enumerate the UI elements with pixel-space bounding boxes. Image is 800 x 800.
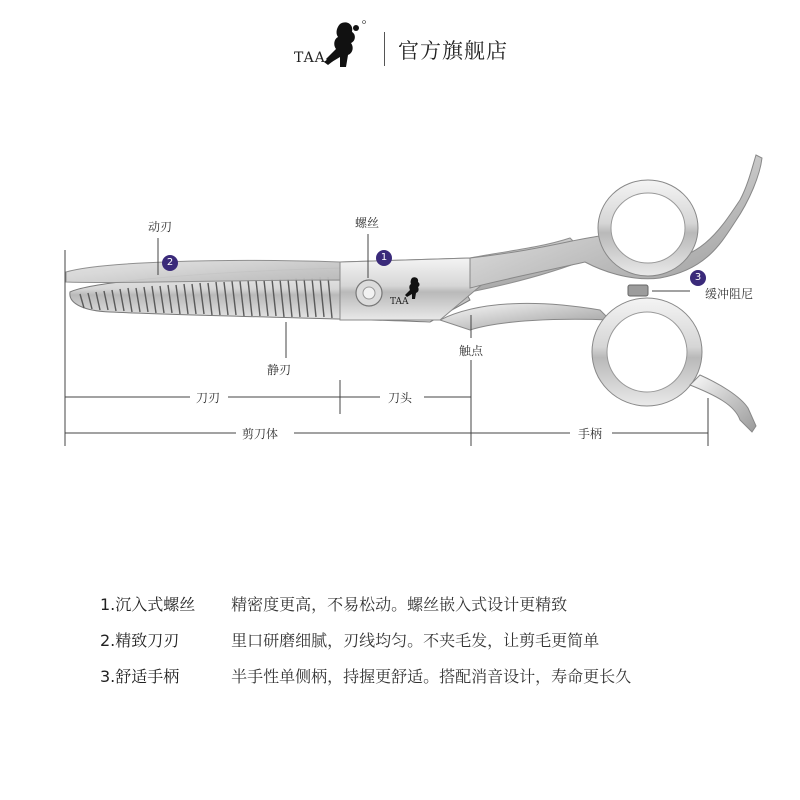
feature-title: 3.舒适手柄: [100, 667, 180, 686]
handle-label: 手柄: [578, 427, 603, 441]
feature-desc: 半手性单侧柄，持握更舒适。搭配消音设计，寿命更长久: [231, 667, 632, 686]
blade-edge-label: 刀刃: [196, 391, 221, 405]
static-blade-label: 静刃: [267, 363, 292, 377]
badge-3: 3: [690, 270, 706, 286]
upper-handle: [470, 155, 762, 288]
feature-item: [100, 628, 760, 664]
svg-text:TAA: TAA: [390, 297, 409, 307]
buffer-stopper: [628, 285, 648, 296]
feature-list: [100, 592, 760, 700]
moving-blade-label: 动刃: [148, 220, 173, 234]
blade-tip-label: 刀头: [388, 391, 413, 405]
feature-desc: 里口研磨细腻，刃线均匀。不夹毛发，让剪毛更简单: [231, 631, 600, 650]
buffer-label: 缓冲阻尼: [705, 287, 754, 301]
store-name: 官方旗舰店: [398, 39, 508, 63]
feature-item: [100, 592, 760, 628]
badge-1: 1: [376, 250, 392, 266]
body-label: 剪刀体: [242, 427, 279, 441]
contact-point-label: 触点: [459, 344, 484, 358]
lower-handle: [440, 298, 756, 432]
feature-item: [100, 664, 760, 700]
badge-2: 2: [162, 255, 178, 271]
feature-title: 2.精致刀刃: [100, 631, 180, 650]
feature-desc: 精密度更高，不易松动。螺丝嵌入式设计更精致: [231, 595, 568, 614]
feature-title: 1.沉入式螺丝: [100, 595, 196, 614]
screw-label: 螺丝: [355, 216, 380, 230]
brand-logo-text: TAA: [294, 50, 326, 66]
